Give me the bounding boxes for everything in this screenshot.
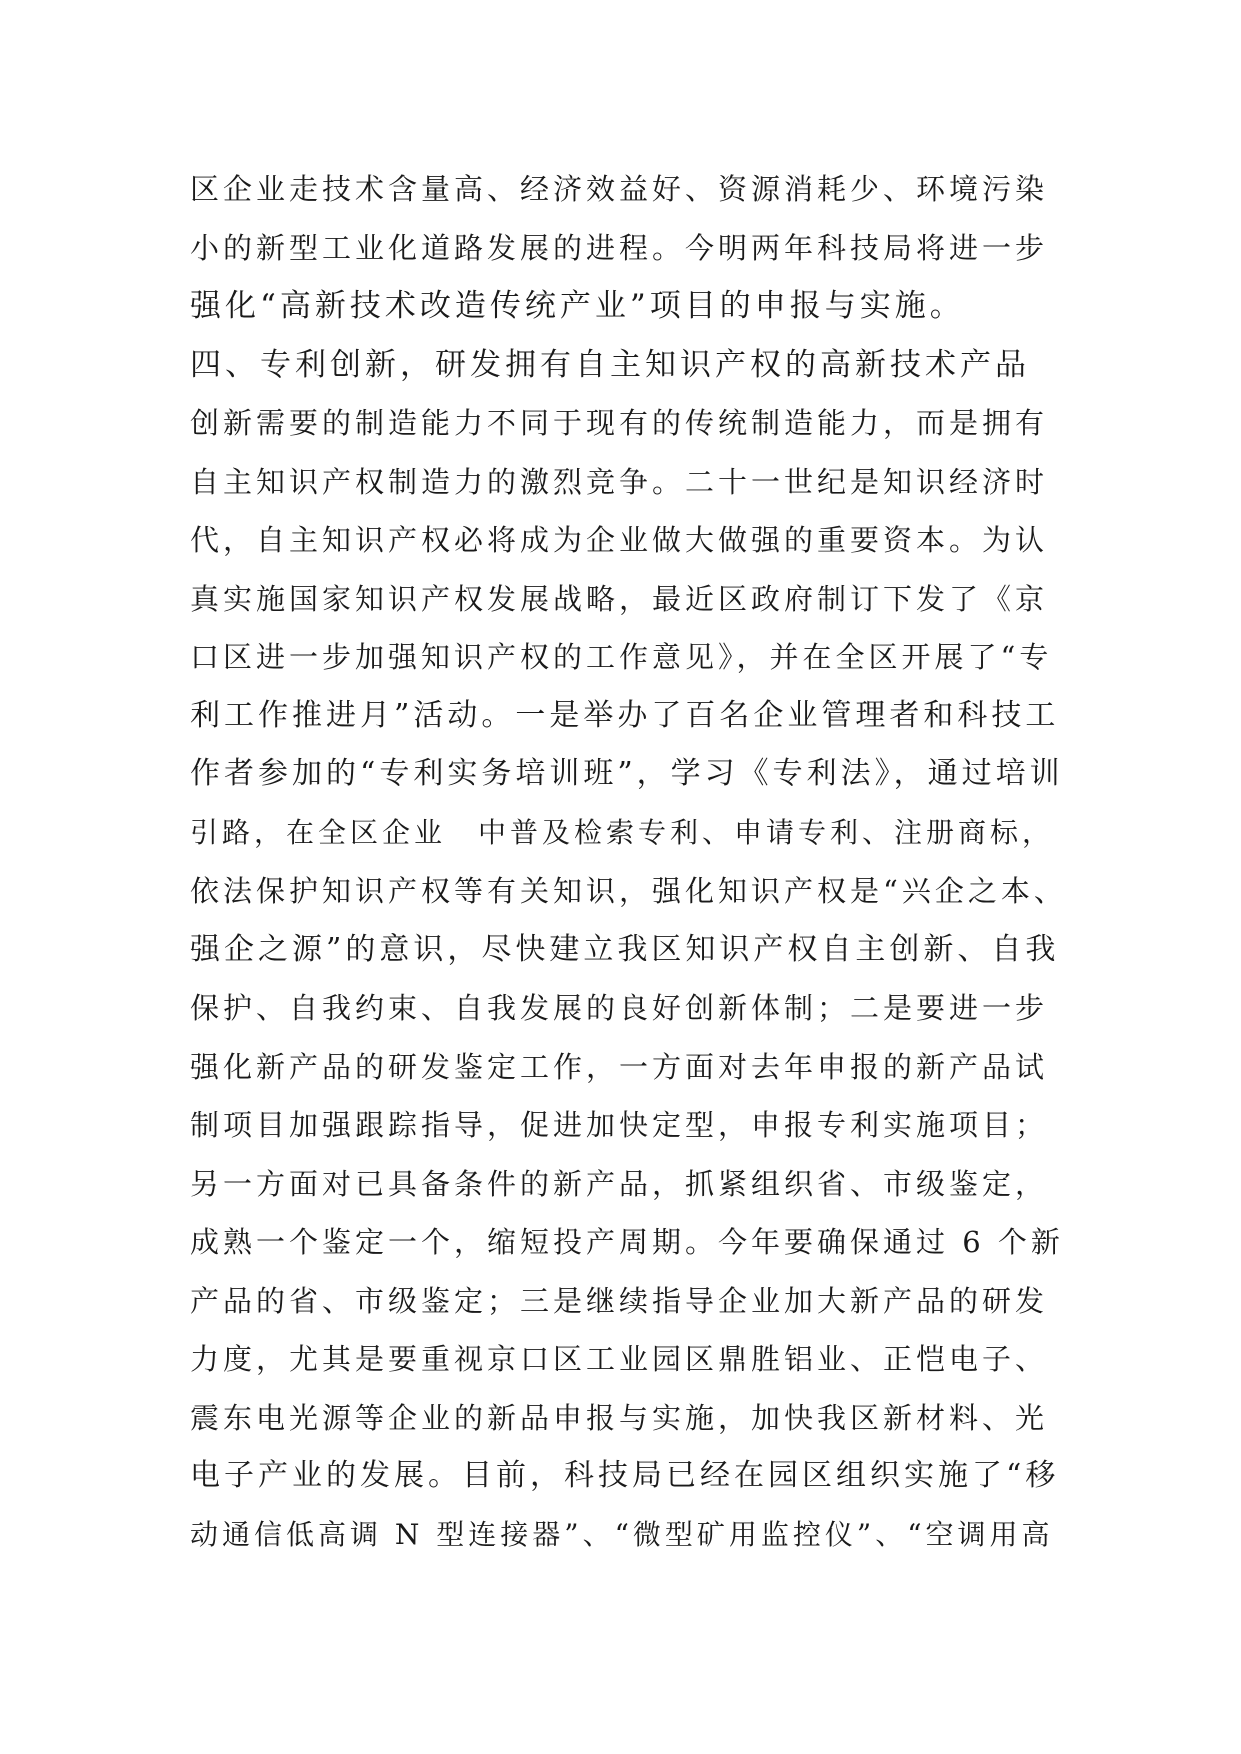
- text-line: 另一方面对已具备条件的新产品，抓紧组织省、市级鉴定，: [190, 1166, 1049, 1201]
- text-line: 制项目加强跟踪指导，促进加快定型，申报专利实施项目；: [190, 1108, 1049, 1142]
- text-line: 强化“高新技术改造传统产业”项目的申报与实施。: [190, 288, 965, 324]
- text-line: 利工作推进月”活动。一是举办了百名企业管理者和科技工: [190, 697, 1060, 733]
- text-line: 引路，在全区企业 中普及检索专利、申请专利、注册商标，: [190, 815, 1055, 849]
- text-line: 保护、自我约束、自我发展的良好创新体制；二是要进一步: [190, 991, 1049, 1025]
- text-line: 创新需要的制造能力不同于现有的传统制造能力，而是拥有: [190, 406, 1049, 440]
- text-line: 小的新型工业化道路发展的进程。今明两年科技局将进一步: [190, 230, 1049, 265]
- body-text: [190, 160, 1070, 1564]
- text-line: 作者参加的“专利实务培训班”，学习《专利法》，通过培训: [190, 756, 1064, 791]
- text-line: 强化新产品的研发鉴定工作，一方面对去年申报的新产品试: [190, 1049, 1049, 1084]
- text-line: 区企业走技术含量高、经济效益好、资源消耗少、环境污染: [190, 172, 1049, 206]
- text-line: 成熟一个鉴定一个，缩短投产周期。今年要确保通过 6 个新: [190, 1225, 1064, 1259]
- text-line: 产品的省、市级鉴定；三是继续指导企业加大新产品的研发: [190, 1283, 1049, 1318]
- text-line: 代，自主知识产权必将成为企业做大做强的重要资本。为认: [190, 523, 1049, 557]
- text-line: 动通信低高调 N 型连接器”、“微型矿用监控仪”、“空调用高: [190, 1517, 1054, 1551]
- text-line: 力度，尤其是要重视京口区工业园区鼎胜铝业、正恺电子、: [190, 1342, 1049, 1376]
- text-line: 强企之源”的意识，尽快建立我区知识产权自主创新、自我: [190, 931, 1060, 967]
- text-line: 震东电光源等企业的新品申报与实施，加快我区新材料、光: [190, 1400, 1049, 1435]
- text-line: 自主知识产权制造力的激烈竞争。二十一世纪是知识经济时: [190, 464, 1049, 499]
- text-line: 真实施国家知识产权发展战略，最近区政府制订下发了《京: [190, 581, 1049, 616]
- text-line: 依法保护知识产权等有关知识，强化知识产权是“兴企之本、: [190, 874, 1067, 908]
- section-heading: 四、专利创新，研发拥有自主知识产权的高新技术产品: [190, 346, 1030, 383]
- text-line: 口区进一步加强知识产权的工作意见》，并在全区开展了“专: [190, 640, 1053, 674]
- text-line: 电子产业的发展。目前，科技局已经在园区组织实施了“移: [190, 1458, 1060, 1493]
